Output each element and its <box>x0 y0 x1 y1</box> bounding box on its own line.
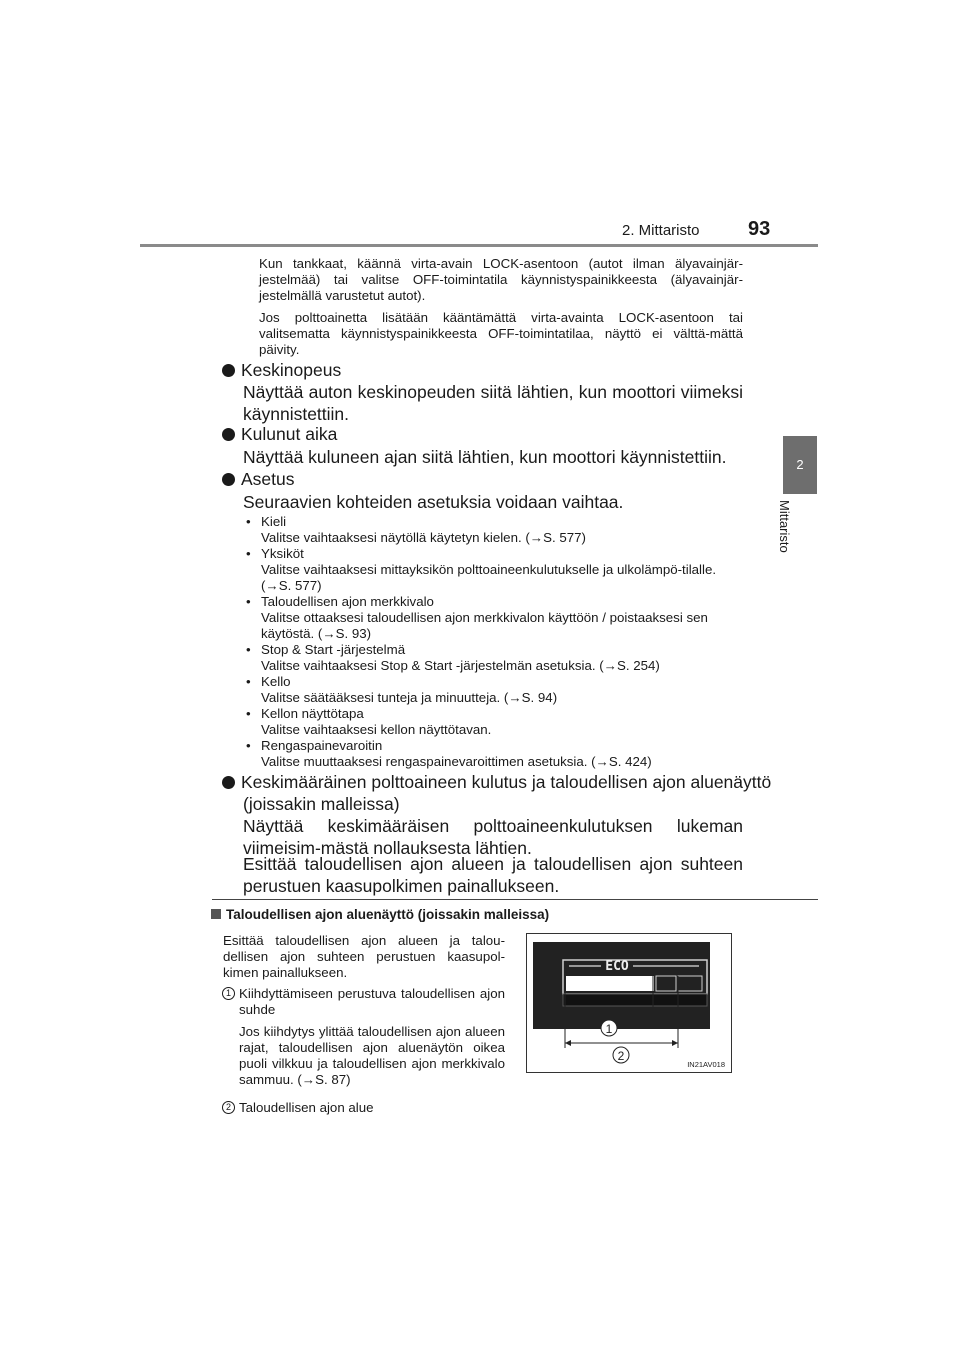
setting-item: • Stop & Start -järjestelmä Valitse vaihtaaksesi Stop & Start -järjestelmän asetuksia. (→S. 254) <box>246 642 660 673</box>
intro-note-2: Jos polttoainetta lisätään kääntämättä virta-avainta LOCK-asentoon tai valitsematta käynnistyspainikkeesta OFF-toimintatilaa, näyttö ei välttä-mättä päivity. <box>259 310 743 357</box>
callout-note-1: Jos kiihdytys ylittää taloudellisen ajon alueen rajat, taloudellisen ajon aluenäytön oikea puoli vilkkuu ja taloudellisen ajon merkkivalo sammuu. (→S. 87) <box>239 1024 505 1087</box>
setting-item: • Yksiköt Valitse vaihtaaksesi mittayksikön polttoaineenkulutukselle ja ulkolämpö-tilalle. (→S. 577) <box>246 546 717 593</box>
bullet-dot-icon <box>222 776 235 789</box>
page-number: 93 <box>748 218 771 240</box>
section-rule <box>212 899 818 900</box>
header-rule <box>140 244 818 247</box>
setting-item: • Rengaspainevaroitin Valitse muuttaaksesi rengaspainevaroittimen asetuksia. (→S. 424) <box>246 738 652 769</box>
running-header-section: 2. Mittaristo <box>622 222 700 239</box>
setting-item: • Kellon näyttötapa Valitse vaihtaaksesi kellon näyttötavan. <box>246 706 492 737</box>
callout-label-1: Kiihdyttämiseen perustuva taloudellisen ajon suhde <box>239 986 505 1017</box>
chapter-tab: 2 <box>783 436 817 494</box>
bullet: • <box>246 674 251 689</box>
bullet: • <box>246 642 251 657</box>
eco-display-figure <box>526 933 732 1073</box>
eco-display-illustration <box>527 934 731 1072</box>
eco-label: ECO <box>605 959 629 974</box>
bullet: • <box>246 546 251 561</box>
item-heading: Keskimääräinen polttoaineen kulutus ja taloudellisen ajon aluenäyttö <box>222 771 771 793</box>
svg-text:1: 1 <box>605 1022 613 1036</box>
bullet-dot-icon <box>222 428 235 441</box>
figure-code: IN21AV018 <box>687 1060 725 1069</box>
bullet-dot-icon <box>222 473 235 486</box>
eco-ratio-fill <box>566 976 654 991</box>
setting-item: • Kello Valitse säätääksesi tunteja ja minuutteja. (→S. 94) <box>246 674 558 705</box>
bullet: • <box>246 514 251 529</box>
bullet: • <box>246 706 251 721</box>
item-heading: Asetus <box>222 468 295 490</box>
item-heading: Kulunut aika <box>222 423 337 445</box>
eco-intro: Esittää taloudellisen ajon alueen ja talou-dellisen ajon suhteen perustuen kaasupol-kimen painallukseen. <box>223 933 505 980</box>
bullet: • <box>246 738 251 753</box>
item-text: Näyttää keskimääräisen polttoaineenkulutuksen lukeman viimeisim-mästä nollauksesta lähtien. <box>243 816 743 858</box>
section-title: Taloudellisen ajon aluenäyttö (joissakin malleissa) <box>211 907 549 922</box>
item-text: Näyttää auton keskinopeuden siitä lähtien, kun moottori viimeksi käynnistettiin. <box>243 382 743 424</box>
square-bullet-icon <box>211 909 221 919</box>
bullet: • <box>246 594 251 609</box>
setting-item: • Kieli Valitse vaihtaaksesi näytöllä käytetyn kielen. (→S. 577) <box>246 514 586 545</box>
item-text: Esittää taloudellisen ajon alueen ja taloudellisen ajon suhteen perustuen kaasupolkimen painallukseen. <box>243 854 743 896</box>
svg-text:2: 2 <box>617 1049 625 1063</box>
item-heading-continued: (joissakin malleissa) <box>243 794 400 814</box>
callout-number-2: 2 <box>222 1101 235 1114</box>
bullet-dot-icon <box>222 364 235 377</box>
intro-note-1: Kun tankkaat, käännä virta-avain LOCK-asentoon (autot ilman älyavainjär-jestelmää) tai valitse OFF-toimintatila käynnistyspainikkeesta (älyavainjär-jestelmällä varustetut autot). <box>259 256 743 303</box>
setting-item: • Taloudellisen ajon merkkivalo Valitse ottaaksesi taloudellisen ajon merkkivalon käyttöön / poistaaksesi sen käytöstä. (→S. 93) <box>246 594 708 641</box>
callout-label-2: Taloudellisen ajon alue <box>239 1100 374 1115</box>
item-text: Seuraavien kohteiden asetuksia voidaan vaihtaa. <box>243 492 624 512</box>
item-heading: Keskinopeus <box>222 359 341 381</box>
item-text: Näyttää kuluneen ajan siitä lähtien, kun moottori käynnistettiin. <box>243 447 727 467</box>
callout-number-1: 1 <box>222 987 235 1000</box>
chapter-tab-label: Mittaristo <box>777 500 792 553</box>
